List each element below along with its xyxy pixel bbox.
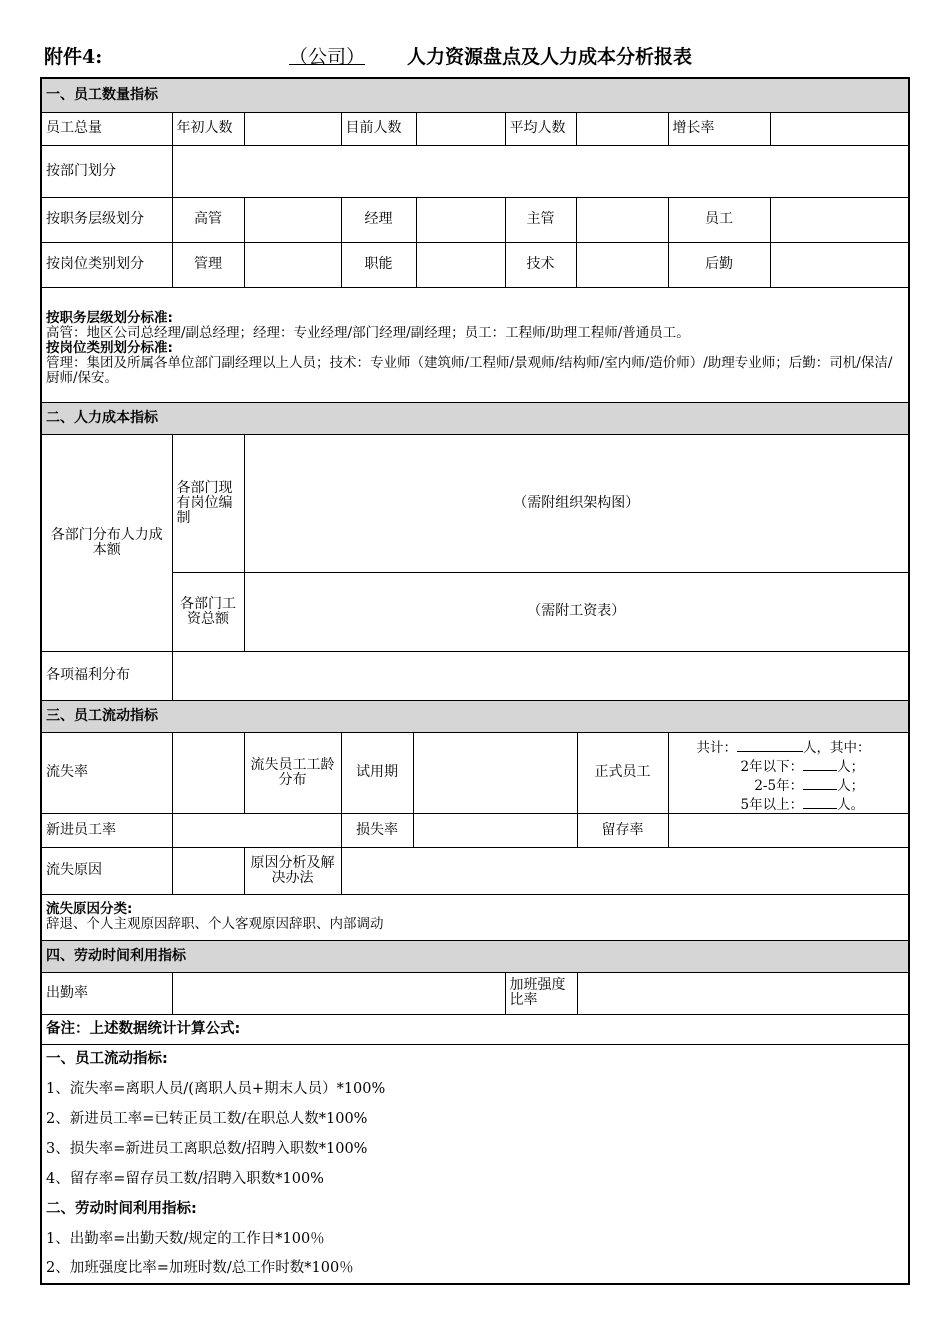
by-category-label: 按岗位类别划分	[41, 242, 172, 287]
company-blank[interactable]: （公司）	[289, 46, 366, 68]
formula-loss-rate: 3、损失率=新进员工离职总数/招聘入职数*100%	[41, 1134, 909, 1164]
level-staff: 员工	[668, 197, 770, 242]
reason-input[interactable]	[172, 847, 244, 894]
total-suffix: 人，其中：	[803, 739, 871, 756]
level-supervisor: 主管	[506, 198, 577, 242]
cat-std-title: 按岗位类别划分标准:	[46, 340, 173, 356]
remarks-title: 备注：上述数据统计计算公式:	[41, 1014, 909, 1044]
probation-input[interactable]	[413, 732, 577, 813]
category-management-input[interactable]	[244, 242, 341, 287]
overtime-label: 加班强度比率	[505, 972, 577, 1014]
category-logistics-input[interactable]	[770, 242, 909, 287]
formula-overtime: 2、加班强度比率=加班时数/总工作时数*100％	[41, 1254, 909, 1284]
seniority-label: 流失员工工龄分布	[244, 732, 341, 813]
level-executive: 高管	[172, 197, 244, 242]
regular-breakdown[interactable]	[668, 732, 909, 813]
two-five-unit: 人；	[837, 777, 865, 794]
over5-label: 5年以上：	[740, 796, 804, 813]
section1-heading: 一、员工数量指标	[41, 78, 909, 112]
category-function: 职能	[342, 243, 417, 287]
level-manager-input[interactable]	[416, 198, 505, 242]
section2-heading: 二、人力成本指标	[41, 402, 909, 434]
reason-label: 流失原因	[41, 847, 172, 894]
level-std-title: 按职务层级划分标准:	[46, 310, 173, 326]
cat-std-text: 管理：集团及所属各单位部门副经理以上人员；技术：专业师（建筑师/工程师/景观师/结构师/室内师/造价师）/助理专业师；后勤：司机/保洁/厨师/保安。	[46, 355, 893, 386]
section4-heading: 四、劳动时间利用指标	[41, 940, 909, 972]
welfare-input[interactable]	[172, 651, 909, 700]
over5-blank[interactable]	[803, 794, 837, 809]
level-staff-input[interactable]	[770, 197, 909, 242]
wages-note: （需附工资表）	[244, 572, 909, 651]
under2-label: 2年以下：	[740, 758, 804, 775]
page-title	[245, 42, 692, 69]
formula-attendance: 1、出勤率=出勤天数/规定的工作日*100％	[41, 1224, 909, 1254]
by-dept-label: 按部门划分	[41, 145, 172, 197]
new-rate-input[interactable]	[172, 813, 341, 847]
formula-new-rate: 2、新进员工率=已转正员工数/在职总人数*100%	[41, 1104, 909, 1134]
current-input[interactable]	[416, 113, 505, 145]
section3-heading: 三、员工流动指标	[41, 700, 909, 732]
category-technical-input[interactable]	[576, 243, 668, 287]
analysis-input[interactable]	[341, 847, 909, 894]
loss-rate-input[interactable]	[413, 813, 577, 847]
two-five-label: 2-5年：	[754, 777, 804, 794]
start-label: 年初人数	[172, 112, 244, 145]
retention-label: 留存率	[577, 813, 668, 847]
category-function-input[interactable]	[416, 243, 505, 287]
overtime-input[interactable]	[577, 972, 909, 1014]
attendance-label: 出勤率	[41, 972, 172, 1014]
under2-blank[interactable]	[803, 756, 837, 771]
reason-cat-text: 辞退、个人主观原因辞职、个人客观原因辞职、内部调动	[46, 916, 384, 932]
positions-note: （需附组织架构图）	[244, 434, 909, 572]
growth-input[interactable]	[770, 112, 909, 145]
new-rate-label: 新进员工率	[41, 813, 172, 847]
dept-cost-label: 各部门分布人力成本额	[41, 434, 172, 651]
report-title: 人力资源盘点及人力成本分析报表	[407, 46, 693, 68]
category-logistics: 后勤	[668, 242, 770, 287]
reason-cat-title: 流失原因分类:	[46, 901, 133, 917]
category-technical: 技术	[506, 243, 577, 287]
reason-category-note	[41, 894, 909, 940]
total-prefix: 共计：	[696, 739, 737, 756]
by-level-label: 按职务层级划分	[41, 197, 172, 242]
retention-input[interactable]	[668, 813, 909, 847]
standards-note	[41, 287, 909, 402]
loss-rate-label: 损失率	[341, 813, 413, 847]
start-input[interactable]	[244, 112, 341, 145]
total-blank[interactable]	[737, 737, 803, 752]
level-manager: 经理	[342, 198, 417, 242]
over5-unit: 人。	[837, 796, 865, 813]
regular-label: 正式员工	[577, 732, 668, 813]
average-label: 平均人数	[506, 113, 577, 145]
positions-label: 各部门现有岗位编制	[172, 434, 244, 572]
total-label: 员工总量	[41, 112, 172, 145]
analysis-label: 原因分析及解决办法	[244, 847, 341, 894]
report-table	[40, 77, 910, 1285]
probation-label: 试用期	[341, 732, 413, 813]
category-management: 管理	[172, 242, 244, 287]
wages-label: 各部门工资总额	[172, 572, 244, 651]
average-input[interactable]	[576, 113, 668, 145]
remarks-time-title: 二、劳动时间利用指标:	[41, 1194, 909, 1224]
two-five-blank[interactable]	[803, 775, 837, 790]
level-std-text: 高管：地区公司总经理/副总经理；经理：专业经理/部门经理/副经理；员工：工程师/助理工程师/普通员工。	[46, 325, 690, 341]
attendance-input[interactable]	[172, 972, 505, 1014]
by-dept-input[interactable]	[172, 145, 909, 197]
welfare-label: 各项福利分布	[41, 651, 172, 700]
turnover-input[interactable]	[172, 732, 244, 813]
growth-label: 增长率	[668, 112, 770, 145]
turnover-label: 流失率	[41, 732, 172, 813]
under2-unit: 人；	[837, 758, 865, 775]
current-label: 目前人数	[342, 113, 417, 145]
level-supervisor-input[interactable]	[576, 198, 668, 242]
remarks-flow-title: 一、员工流动指标:	[41, 1044, 909, 1074]
level-executive-input[interactable]	[244, 197, 341, 242]
formula-turnover: 1、流失率=离职人员/(离职人员+期末人员）*100%	[41, 1074, 909, 1104]
formula-retention: 4、留存率=留存员工数/招聘入职数*100%	[41, 1164, 909, 1194]
attachment-label: 附件4:	[44, 46, 103, 68]
